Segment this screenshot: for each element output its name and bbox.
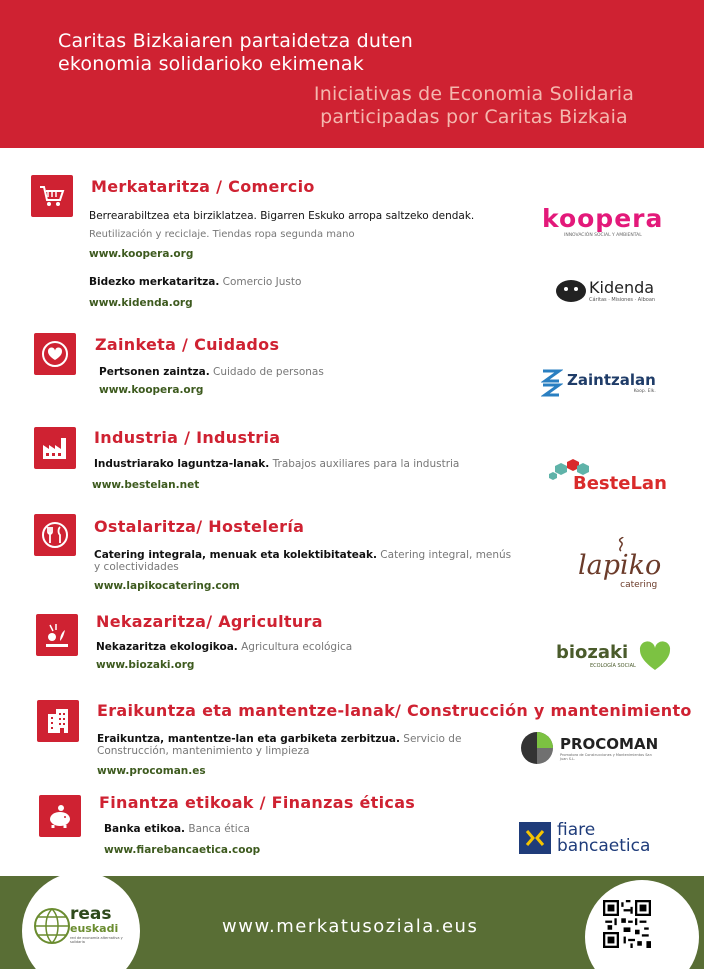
koopera-logo: koopera INNOVACIÓN SOCIAL Y AMBIENTAL <box>542 204 664 238</box>
kidenda-icon <box>555 278 587 304</box>
kidenda-logo: Kidenda Cáritas · Misiones · Alboan <box>555 278 655 304</box>
reas-logo-text: reas euskadi <box>70 904 119 935</box>
construccion-entry: Eraikuntza, mantentze-lan eta garbiketa zerbitzua. Servicio de Construcción, mantenimiento y limpieza <box>97 733 462 757</box>
biozaki-logo: biozaki ECOLOGÍA SOCIAL <box>556 640 672 672</box>
koopera-link[interactable]: www.koopera.org <box>89 248 194 260</box>
title-basque: Caritas Bizkaiaren partaidetza duten ekonomia solidarioko ekimenak <box>58 30 413 75</box>
lapiko-logo: lapiko catering <box>578 536 661 590</box>
biozaki-link[interactable]: www.biozaki.org <box>96 659 195 671</box>
bestelan-link[interactable]: www.bestelan.net <box>92 479 200 491</box>
section-title-cuidados: Zainketa / Cuidados <box>95 335 280 354</box>
lapiko-link[interactable]: www.lapikocatering.com <box>94 580 240 592</box>
koopera-cuidados-link[interactable]: www.koopera.org <box>99 384 204 396</box>
procoman-icon <box>520 731 554 765</box>
heart-hands-icon <box>34 333 76 375</box>
procoman-link[interactable]: www.procoman.es <box>97 765 206 777</box>
header-banner <box>0 0 704 148</box>
green-heart-icon <box>638 640 672 672</box>
hosteleria-entry: Catering integrala, menuak eta kolektibitateak. Catering integral, menús y colectividades <box>94 549 512 573</box>
shopping-cart-icon <box>31 175 73 217</box>
vegetables-icon <box>36 614 78 656</box>
finanzas-entry: Banka etikoa. Banca ética <box>104 823 250 835</box>
globe-icon <box>32 906 72 946</box>
zaintzalan-logo: Zaintzalan Koop. Elk. <box>541 368 656 398</box>
fiare-link[interactable]: www.fiarebancaetica.coop <box>104 844 261 856</box>
section-title-construccion: Eraikuntza eta mantentze-lanak/ Construcción y mantenimiento <box>97 701 692 720</box>
building-icon <box>37 700 79 742</box>
footer-website-link[interactable]: www.merkatusoziala.eus <box>222 916 479 937</box>
section-title-agricultura: Nekazaritza/ Agricultura <box>96 612 323 631</box>
section-title-comercio: Merkataritza / Comercio <box>91 177 315 196</box>
cuidados-entry: Pertsonen zaintza. Cuidado de personas <box>99 366 324 378</box>
bestelan-logo-text: BesteLan <box>573 473 667 494</box>
piggy-bank-icon <box>39 795 81 837</box>
section-title-hosteleria: Ostalaritza/ Hostelería <box>94 517 305 536</box>
section-title-industria: Industria / Industria <box>94 428 281 447</box>
zaintzalan-icon <box>541 368 563 398</box>
plate-cutlery-icon <box>34 514 76 556</box>
procoman-logo: PROCOMAN Promotora de Construcciones y Mantenimientos San Juan S.L. <box>520 731 660 765</box>
factory-icon <box>34 427 76 469</box>
fiare-logo: fiare bancaetica <box>519 822 650 854</box>
agricultura-entry: Nekazaritza ekologikoa. Agricultura ecológica <box>96 641 353 653</box>
comercio-entry1-spanish: Reutilización y reciclaje. Tiendas ropa segunda mano <box>89 229 355 240</box>
qr-code-icon[interactable] <box>603 900 651 948</box>
fiare-icon <box>519 822 551 854</box>
comercio-entry1-basque: Berrearabiltzea eta birziklatzea. Bigarren Eskuko arropa saltzeko dendak. <box>89 210 475 222</box>
title-spanish: Iniciativas de Economia Solidaria participadas por Caritas Bizkaia <box>313 83 635 128</box>
industria-entry: Industriarako laguntza-lanak. Trabajos auxiliares para la industria <box>94 458 460 470</box>
reas-logo-circle: reas euskadi red de economía alternativa y solidaria <box>22 872 140 969</box>
kidenda-link[interactable]: www.kidenda.org <box>89 297 193 309</box>
section-title-finanzas: Finantza etikoak / Finanzas éticas <box>99 793 416 812</box>
comercio-entry2: Bidezko merkataritza. Comercio Justo <box>89 276 302 288</box>
